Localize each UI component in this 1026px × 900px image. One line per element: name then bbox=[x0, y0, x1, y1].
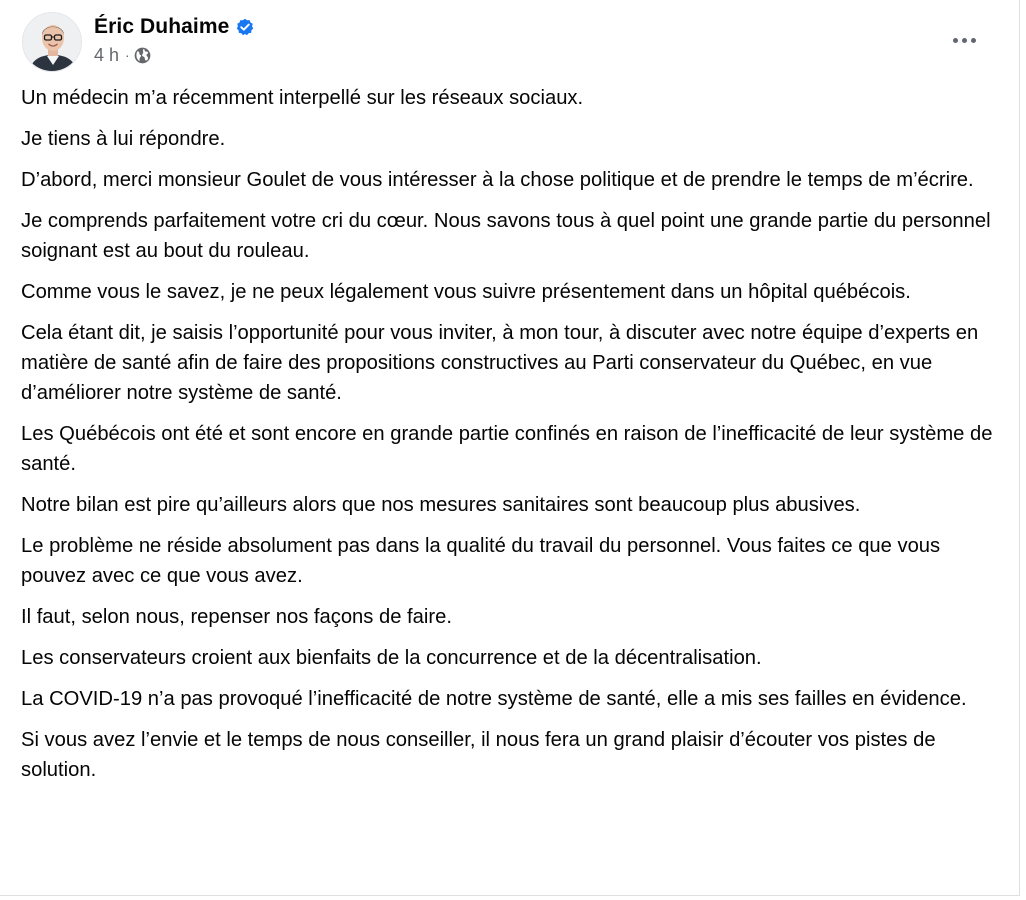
post-paragraph: Il faut, selon nous, repenser nos façons de faire. bbox=[21, 606, 452, 628]
post-paragraph: Notre bilan est pire qu’ailleurs alors que nos mesures sanitaires sont beaucoup plus abusives. bbox=[21, 494, 861, 516]
post-paragraph: Un médecin m’a récemment interpellé sur les réseaux sociaux. bbox=[21, 87, 584, 109]
post-paragraph: Les conservateurs croient aux bienfaits de la concurrence et de la décentralisation. bbox=[21, 647, 762, 669]
author-block bbox=[94, 13, 254, 66]
meta-separator-dot: · bbox=[125, 47, 130, 63]
avatar-image bbox=[23, 13, 82, 72]
more-options-icon bbox=[953, 38, 958, 43]
author-row bbox=[94, 13, 254, 41]
more-options-dot bbox=[962, 38, 967, 43]
post-paragraph: Comme vous le savez, je ne peux légalement vous suivre présentement dans un hôpital québécois. bbox=[21, 281, 911, 303]
post-paragraph: Si vous avez l’envie et le temps de nous conseiller, il nous fera un grand plaisir d’écouter vos pistes de solution. bbox=[21, 729, 936, 781]
post-header bbox=[22, 12, 1012, 74]
author-name[interactable]: Éric Duhaime bbox=[94, 15, 230, 38]
post-paragraph: Les Québécois ont été et sont encore en grande partie confinés en raison de l’inefficacité de leur système de santé. bbox=[21, 423, 993, 475]
post-meta bbox=[94, 44, 254, 66]
post-paragraph: Le problème ne réside absolument pas dans la qualité du travail du personnel. Vous faites ce que vous pouvez avec ce que vous avez. bbox=[21, 535, 941, 587]
more-options-button[interactable] bbox=[946, 26, 982, 54]
post-paragraph: La COVID-19 n’a pas provoqué l’inefficacité de notre système de santé, elle a mis ses failles en évidence. bbox=[21, 688, 967, 710]
globe-icon[interactable] bbox=[134, 47, 151, 64]
post-paragraph: Je tiens à lui répondre. bbox=[21, 128, 226, 150]
post-body bbox=[21, 83, 1006, 796]
more-options-dot bbox=[971, 38, 976, 43]
post-paragraph: Je comprends parfaitement votre cri du cœur. Nous savons tous à quel point une grande partie du personnel soignant est au bout du rouleau. bbox=[21, 210, 991, 262]
post-paragraph: D’abord, merci monsieur Goulet de vous intéresser à la chose politique et de prendre le temps de m’écrire. bbox=[21, 169, 974, 191]
verified-badge-icon bbox=[236, 18, 254, 36]
author-avatar[interactable] bbox=[22, 12, 82, 72]
post-paragraph: Cela étant dit, je saisis l’opportunité pour vous inviter, à mon tour, à discuter avec notre équipe d’experts en matière de santé afin de faire des propositions constructives au Parti conservateur du Québec, en vue d’améliorer notre système de santé. bbox=[21, 322, 979, 404]
post-timestamp[interactable]: 4 h bbox=[94, 44, 120, 65]
